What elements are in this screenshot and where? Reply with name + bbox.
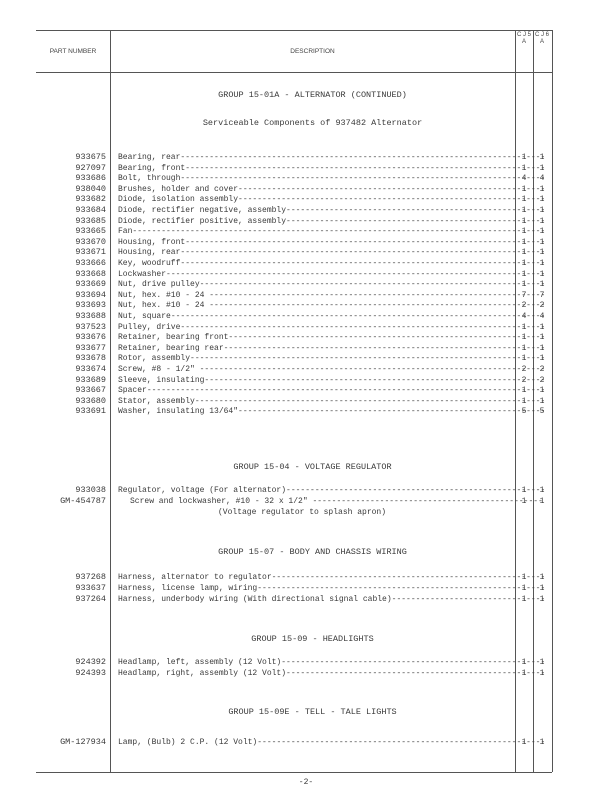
part-number: 933676 xyxy=(75,332,106,343)
quantity-cj5a: 1 xyxy=(521,153,527,162)
quantity-cj6a: 1 xyxy=(539,584,545,593)
quantity-cj5a: 1 xyxy=(521,497,527,506)
table-row xyxy=(36,237,552,248)
description: Screw, #8 - 1/2" ----- xyxy=(118,364,544,375)
table-row xyxy=(36,572,552,583)
table-row xyxy=(36,152,552,163)
table-row xyxy=(36,279,552,290)
quantity-cj6a: 1 xyxy=(539,153,545,162)
table-row xyxy=(36,173,552,184)
table-row xyxy=(36,496,552,507)
part-number: 927097 xyxy=(75,162,106,173)
quantity-cj5a: 1 xyxy=(521,354,527,364)
part-number: 933667 xyxy=(75,385,106,396)
header-cj6a xyxy=(534,32,550,46)
table-top-rule xyxy=(36,30,552,31)
quantity-cj5a: 1 xyxy=(521,184,527,194)
table-row xyxy=(36,300,552,311)
part-number: 933038 xyxy=(75,485,106,495)
quantity-cj5a: 1 xyxy=(521,195,527,205)
table-row xyxy=(36,375,552,386)
table-row xyxy=(36,583,552,594)
table-row xyxy=(36,216,552,227)
quantity-cj6a: 7 xyxy=(539,290,545,300)
table-row xyxy=(36,594,552,605)
quantity-cj5a: 1 xyxy=(521,237,527,247)
quantity-cj6a: 1 xyxy=(539,738,545,747)
description-note: (Voltage regulator to splash apron) xyxy=(218,508,387,517)
part-number: 937264 xyxy=(75,594,106,604)
part-number: 933691 xyxy=(75,406,106,417)
description: Headlamp, left, assembly (12 Volt) ----- xyxy=(118,657,544,668)
quantity-cj5a: 1 xyxy=(521,259,527,268)
description: Nut, drive pulley ----- xyxy=(118,279,544,290)
table-row xyxy=(36,311,552,322)
section-title: GROUP 15-09 - HEADLIGHTS xyxy=(251,634,374,644)
description: Screw and lockwasher, #10 - 32 x 1/2" ----- xyxy=(118,496,544,507)
quantity-cj6a: 1 xyxy=(539,184,545,194)
section-subtitle: Serviceable Components of 937482 Alternator xyxy=(202,118,423,128)
part-number: 924393 xyxy=(75,668,106,678)
description: Harness, underbody wiring (With directional signal cable) ----- xyxy=(118,594,544,605)
description: Housing, front ----- xyxy=(118,237,544,248)
quantity-cj5a: 1 xyxy=(521,486,527,495)
part-number: GM-454787 xyxy=(60,496,106,506)
description: Harness, alternator to regulator ----- xyxy=(118,572,544,583)
description: Stator, assembly ----- xyxy=(118,396,544,407)
part-number: 933671 xyxy=(75,247,106,258)
quantity-cj5a: 1 xyxy=(521,269,527,279)
quantity-cj6a: 5 xyxy=(539,407,545,417)
section-title: GROUP 15-01A - ALTERNATOR (CONTINUED) xyxy=(218,90,407,100)
part-number: 937523 xyxy=(75,321,106,332)
quantity-cj5a: 4 xyxy=(521,312,527,321)
part-number: 937268 xyxy=(75,572,106,582)
quantity-cj5a: 1 xyxy=(521,206,527,215)
quantity-cj5a: 2 xyxy=(521,301,527,311)
part-number: 933688 xyxy=(75,311,106,321)
description: Pulley, drive ----- xyxy=(118,322,544,333)
quantity-cj6a: 1 xyxy=(539,216,545,226)
part-number: GM-127934 xyxy=(60,737,106,747)
part-number: 933680 xyxy=(75,395,106,406)
table-row xyxy=(36,184,552,195)
table-row xyxy=(36,485,552,496)
section-title: GROUP 15-04 - VOLTAGE REGULATOR xyxy=(233,462,392,472)
table-row xyxy=(36,406,552,417)
description: Rotor, assembly ----- xyxy=(118,353,544,364)
description: Retainer, bearing front ----- xyxy=(118,332,544,343)
description: Regulator, voltage (For alternator) ----- xyxy=(118,485,544,496)
description: Spacer ----- xyxy=(118,385,544,396)
description: Bearing, rear ----- xyxy=(118,152,544,163)
quantity-cj6a: 1 xyxy=(539,595,545,604)
quantity-cj6a: 1 xyxy=(539,237,545,247)
part-number: 933684 xyxy=(75,205,106,215)
header-description: DESCRIPTION xyxy=(290,47,335,55)
part-number: 933669 xyxy=(75,279,106,290)
quantity-cj6a: 1 xyxy=(539,248,545,258)
part-number: 933682 xyxy=(75,194,106,205)
table-row xyxy=(36,226,552,237)
quantity-cj6a: 1 xyxy=(539,269,545,279)
table-row xyxy=(36,737,552,748)
table-row xyxy=(36,194,552,205)
table-row xyxy=(36,385,552,396)
quantity-cj5a: 1 xyxy=(521,738,527,747)
quantity-cj5a: 4 xyxy=(521,174,527,184)
description: Headlamp, right, assembly (12 Volt) ----- xyxy=(118,668,544,679)
description: Housing, rear ----- xyxy=(118,247,544,258)
quantity-cj6a: 2 xyxy=(539,301,545,311)
quantity-cj6a: 1 xyxy=(539,658,545,667)
description: Bearing, front ----- xyxy=(118,163,544,174)
quantity-cj5a: 7 xyxy=(521,290,527,300)
table-row xyxy=(36,258,552,269)
quantity-cj6a: 1 xyxy=(539,386,545,396)
quantity-cj6a: 1 xyxy=(539,206,545,215)
quantity-cj5a: 1 xyxy=(521,573,527,582)
quantity-cj6a: 1 xyxy=(539,163,545,173)
quantity-cj6a: 1 xyxy=(539,333,545,343)
part-number: 933694 xyxy=(75,289,106,300)
part-number: 933678 xyxy=(75,353,106,364)
quantity-cj6a: 2 xyxy=(539,365,545,374)
table-row xyxy=(36,343,552,354)
description: Sleeve, insulating ----- xyxy=(118,375,544,386)
part-number: 933668 xyxy=(75,268,106,279)
table-row xyxy=(36,322,552,333)
description: Diode, rectifier negative, assembly ----- xyxy=(118,205,544,216)
quantity-cj5a: 5 xyxy=(521,407,527,417)
description: Harness, license lamp, wiring ----- xyxy=(118,583,544,594)
quantity-cj5a: 1 xyxy=(521,386,527,396)
quantity-cj5a: 1 xyxy=(521,658,527,667)
quantity-cj6a: 4 xyxy=(539,174,545,184)
quantity-cj6a: 1 xyxy=(539,354,545,364)
quantity-cj6a: 1 xyxy=(539,396,545,406)
quantity-cj5a: 1 xyxy=(521,669,527,678)
table-row xyxy=(36,668,552,679)
part-number: 933637 xyxy=(75,583,106,593)
quantity-cj6a: 1 xyxy=(539,497,545,506)
header-cj5a-label: C J 5 A xyxy=(516,32,531,45)
quantity-cj5a: 2 xyxy=(521,365,527,374)
part-number: 933689 xyxy=(75,374,106,385)
part-number: 933675 xyxy=(75,152,106,162)
quantity-cj5a: 1 xyxy=(521,584,527,593)
header-cj6a-label: C J 6 A xyxy=(534,32,549,45)
part-number: 938040 xyxy=(75,183,106,194)
description: Nut, hex. #10 - 24 ----- xyxy=(118,290,544,301)
quantity-cj5a: 1 xyxy=(521,227,527,237)
page-number: -2- xyxy=(298,778,314,787)
description: Bolt, through ----- xyxy=(118,173,544,184)
part-number: 933693 xyxy=(75,300,106,311)
quantity-cj5a: 1 xyxy=(521,333,527,343)
quantity-cj6a: 1 xyxy=(539,195,545,205)
quantity-cj5a: 1 xyxy=(521,280,527,290)
table-bottom-rule xyxy=(36,772,552,773)
quantity-cj5a: 2 xyxy=(521,375,527,385)
header-bottom-rule xyxy=(36,72,552,73)
table-row xyxy=(36,269,552,280)
part-number: 933670 xyxy=(75,236,106,247)
quantity-cj5a: 1 xyxy=(521,216,527,226)
description: Nut, square ----- xyxy=(118,311,544,322)
quantity-cj6a: 1 xyxy=(539,322,545,332)
description: Nut, hex. #10 - 24 ----- xyxy=(118,300,544,311)
part-number: 933665 xyxy=(75,226,106,237)
description: Retainer, bearing rear ----- xyxy=(118,343,544,354)
description: Lockwasher ----- xyxy=(118,269,544,280)
part-number: 933677 xyxy=(75,342,106,353)
table-row xyxy=(36,290,552,301)
description: Washer, insulating 13/64" ----- xyxy=(118,406,544,417)
header-cj5a xyxy=(516,32,532,46)
description: Diode, isolation assembly ----- xyxy=(118,194,544,205)
description: Diode, rectifier positive, assembly ----- xyxy=(118,216,544,227)
quantity-cj5a: 1 xyxy=(521,322,527,332)
quantity-cj6a: 1 xyxy=(539,259,545,268)
part-number: 933685 xyxy=(75,215,106,226)
header-part-number: PART NUMBER xyxy=(49,47,97,55)
quantity-cj6a: 1 xyxy=(539,573,545,582)
table-row xyxy=(36,353,552,364)
table-row xyxy=(36,396,552,407)
part-number: 933674 xyxy=(75,364,106,374)
quantity-cj5a: 1 xyxy=(521,595,527,604)
quantity-cj5a: 1 xyxy=(521,396,527,406)
part-number: 924392 xyxy=(75,657,106,667)
table-row xyxy=(36,163,552,174)
table-row xyxy=(36,332,552,343)
quantity-cj5a: 1 xyxy=(521,163,527,173)
table-row xyxy=(36,364,552,375)
section-title: GROUP 15-07 - BODY AND CHASSIS WIRING xyxy=(218,547,407,557)
section-title: GROUP 15-09E - TELL - TALE LIGHTS xyxy=(228,707,397,717)
table-row xyxy=(36,205,552,216)
column-divider xyxy=(552,30,553,772)
quantity-cj6a: 1 xyxy=(539,227,545,237)
quantity-cj6a: 1 xyxy=(539,280,545,290)
table-row xyxy=(36,247,552,258)
description: Fan ----- xyxy=(118,226,544,237)
table-row-note xyxy=(36,507,552,518)
quantity-cj6a: 1 xyxy=(539,669,545,678)
table-row xyxy=(36,657,552,668)
quantity-cj5a: 1 xyxy=(521,248,527,258)
quantity-cj6a: 4 xyxy=(539,312,545,321)
quantity-cj6a: 1 xyxy=(539,486,545,495)
quantity-cj6a: 1 xyxy=(539,343,545,353)
quantity-cj5a: 1 xyxy=(521,343,527,353)
part-number: 933666 xyxy=(75,258,106,268)
description: Lamp, (Bulb) 2 C.P. (12 Volt) ----- xyxy=(118,737,544,748)
description: Key, woodruff ----- xyxy=(118,258,544,269)
part-number: 933686 xyxy=(75,173,106,184)
quantity-cj6a: 2 xyxy=(539,375,545,385)
description: Brushes, holder and cover ----- xyxy=(118,184,544,195)
